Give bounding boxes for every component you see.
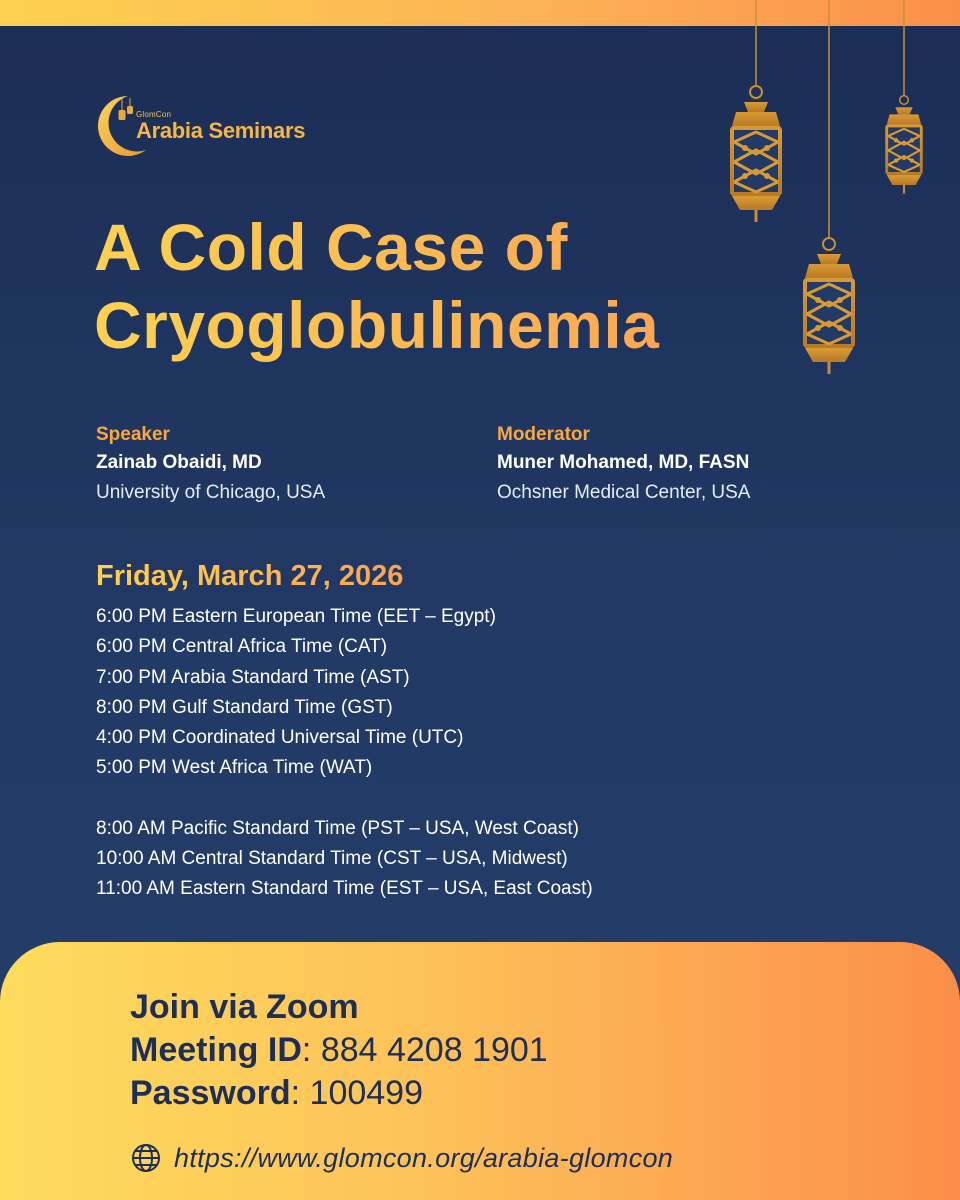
event-date: Friday, March 27, 2026 [96, 560, 404, 592]
moderator-role-label: Moderator [497, 424, 590, 445]
password-line: Password: 100499 [130, 1074, 423, 1112]
time-entry: 11:00 AM Eastern Standard Time (EST – USA, East Coast) [96, 878, 593, 900]
brand-small-text: GlomCon [136, 110, 172, 119]
time-zone-list [96, 602, 796, 905]
time-entry: 8:00 PM Gulf Standard Time (GST) [96, 696, 393, 718]
meeting-id-value: 884 4208 1901 [320, 1031, 548, 1069]
brand-logo [94, 92, 354, 162]
speaker-role-label: Speaker [96, 424, 170, 445]
join-footer [0, 942, 960, 1200]
globe-icon [130, 1142, 162, 1174]
title-line-2: Cryoglobulinemia [94, 286, 814, 364]
time-entry: 8:00 AM Pacific Standard Time (PST – USA, West Coast) [96, 817, 579, 839]
brand-name: Arabia Seminars [136, 118, 306, 143]
time-entry: 4:00 PM Coordinated Universal Time (UTC) [96, 727, 464, 749]
moderator-block [497, 424, 750, 512]
password-value: 100499 [309, 1074, 423, 1112]
url-row[interactable] [130, 1140, 673, 1176]
speaker-block [96, 424, 325, 512]
meeting-id-label: Meeting ID [130, 1031, 302, 1069]
meeting-id-line: Meeting ID: 884 4208 1901 [130, 1031, 548, 1069]
moderator-affiliation: Ochsner Medical Center, USA [497, 482, 751, 503]
time-entry: 6:00 PM Eastern European Time (EET – Egypt) [96, 606, 496, 627]
speaker-affiliation: University of Chicago, USA [96, 482, 326, 503]
time-entry: 7:00 PM Arabia Standard Time (AST) [96, 666, 410, 688]
website-link[interactable]: https://www.glomcon.org/arabia-glomcon [174, 1142, 674, 1173]
time-entry: 5:00 PM West Africa Time (WAT) [96, 757, 373, 779]
moderator-name: Muner Mohamed, MD, FASN [497, 452, 750, 473]
join-heading: Join via Zoom [130, 988, 359, 1026]
title-line-1: A Cold Case of [94, 208, 814, 286]
time-entry: 10:00 AM Central Standard Time (CST – USA, Midwest) [96, 848, 568, 870]
hanging-lanterns-decoration [700, 0, 960, 420]
password-label: Password [130, 1074, 291, 1112]
speaker-name: Zainab Obaidi, MD [96, 452, 262, 473]
time-group-spacer [96, 784, 796, 814]
time-entry: 6:00 PM Central Africa Time (CAT) [96, 636, 388, 658]
